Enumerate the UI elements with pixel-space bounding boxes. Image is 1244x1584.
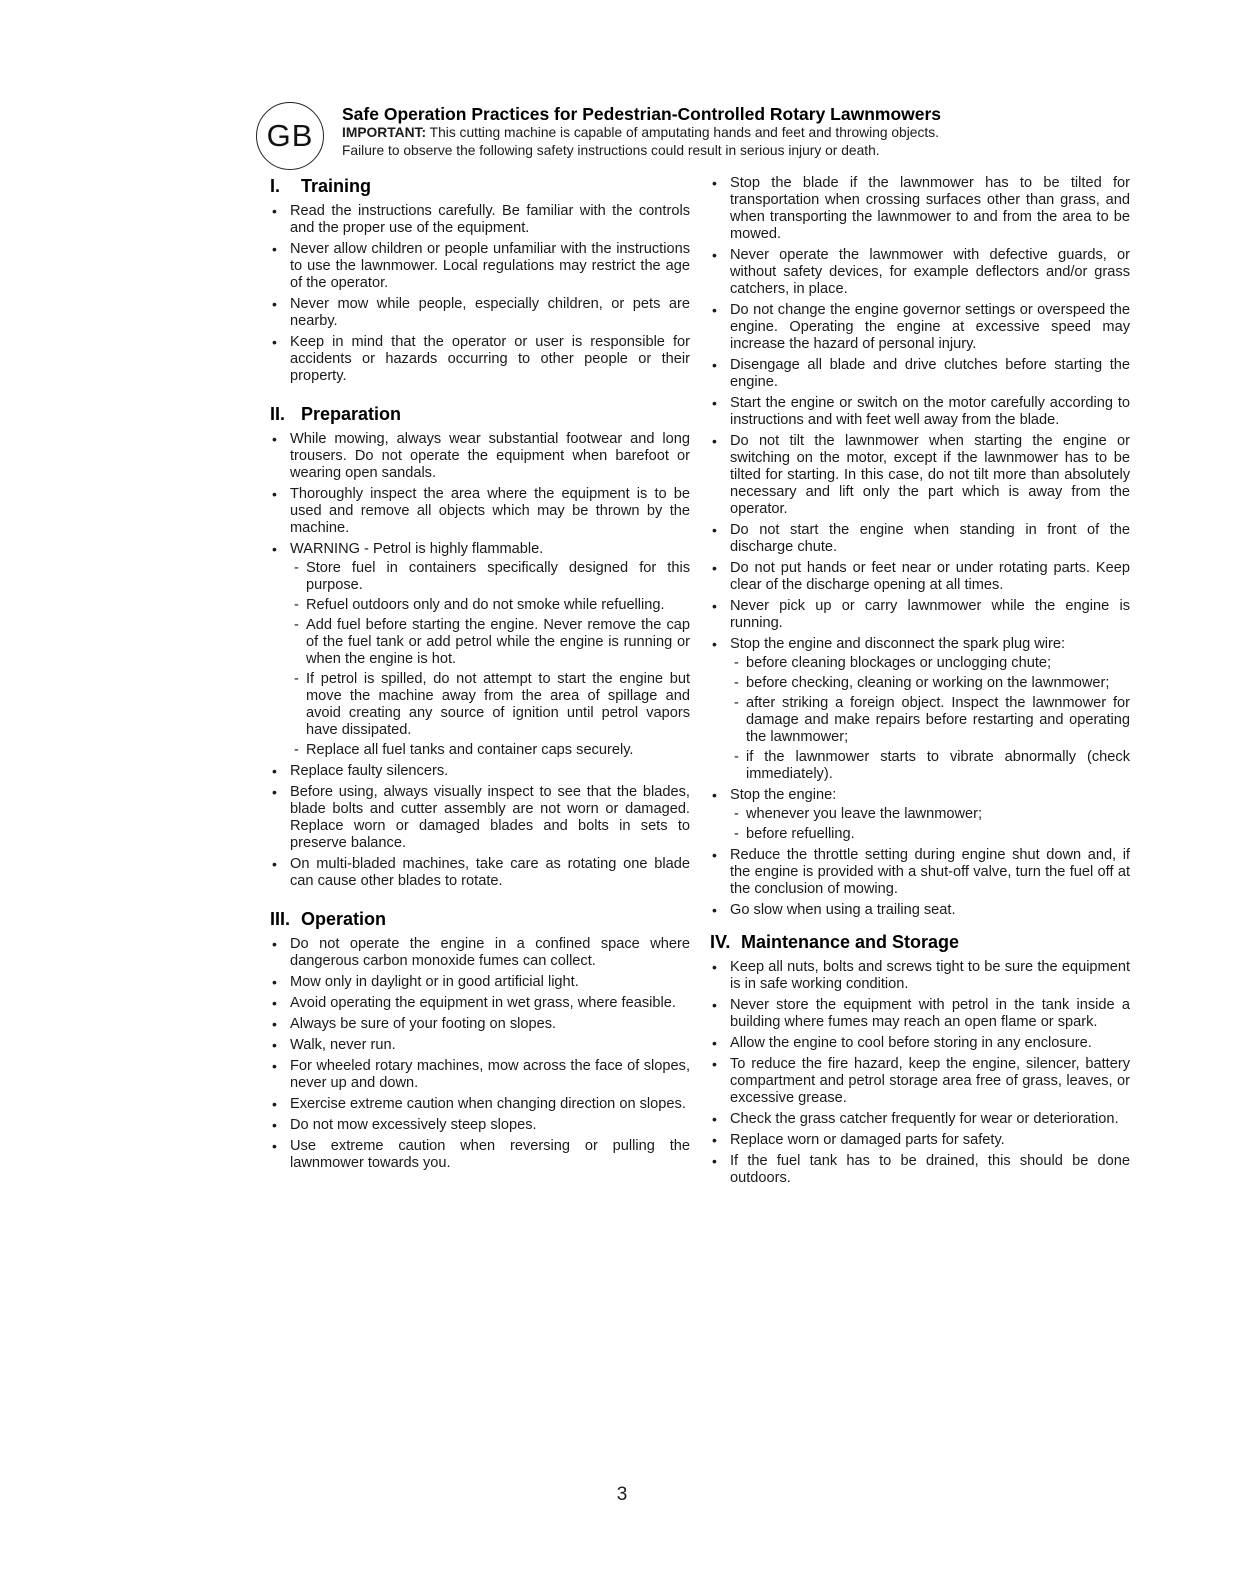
- section-preparation: [270, 403, 690, 890]
- section-number: III.: [270, 909, 291, 929]
- sub-item: - Replace all fuel tanks and container caps securely.: [290, 742, 690, 759]
- section-number: II.: [270, 404, 286, 424]
- list-item: • Never allow children or people unfamiliar with the instructions to use the lawnmower. Local regulations may restrict the age of the operator.: [270, 241, 690, 292]
- list-item: • Exercise extreme caution when changing direction on slopes.: [270, 1096, 690, 1113]
- sub-item: - whenever you leave the lawnmower;: [730, 806, 1130, 823]
- sub-item: - before checking, cleaning or working on the lawnmower;: [730, 675, 1130, 692]
- section-heading: [270, 403, 690, 425]
- section-operation-continued: [710, 175, 1130, 919]
- spark-plug-line: Stop the engine and disconnect the spark plug wire:: [730, 636, 1066, 652]
- page-number: 3: [616, 1484, 628, 1505]
- list-item: • Go slow when using a trailing seat.: [710, 902, 1130, 919]
- list-item: • Avoid operating the equipment in wet grass, where feasible.: [270, 995, 690, 1012]
- list-item: • Start the engine or switch on the motor carefully according to instructions and with feet well away from the blade.: [710, 395, 1130, 429]
- list-item: [270, 541, 690, 759]
- section-operation: [270, 908, 690, 1172]
- list-item: • Never operate the lawnmower with defective guards, or without safety devices, for example deflectors and/or grass catchers, in place.: [710, 247, 1130, 298]
- section-title: Preparation: [301, 404, 402, 424]
- list-item: • Replace worn or damaged parts for safety.: [710, 1132, 1130, 1149]
- list-item: • Check the grass catcher frequently for wear or deterioration.: [710, 1111, 1130, 1128]
- list-item: • Replace faulty silencers.: [270, 763, 690, 780]
- header-text: [342, 104, 1162, 160]
- document-title: Safe Operation Practices for Pedestrian-Controlled Rotary Lawnmowers: [342, 104, 942, 124]
- list-item: • Never mow while people, especially children, or pets are nearby.: [270, 296, 690, 330]
- section-heading: [270, 175, 690, 197]
- list-item: • Never store the equipment with petrol in the tank inside a building where fumes may reach an open flame or spark.: [710, 997, 1130, 1031]
- list-item: • Thoroughly inspect the area where the equipment is to be used and remove all objects which may be thrown by the machine.: [270, 486, 690, 537]
- list-item: • If the fuel tank has to be drained, this should be done outdoors.: [710, 1153, 1130, 1187]
- sub-item: - after striking a foreign object. Inspect the lawnmower for damage and make repairs before restarting and operating the lawnmower;: [730, 695, 1130, 746]
- section-title: Training: [301, 176, 372, 196]
- list-item: • Keep all nuts, bolts and screws tight to be sure the equipment is in safe working condition.: [710, 959, 1130, 993]
- warning-notice: Failure to observe the following safety instructions could result in serious injury or death.: [342, 143, 880, 158]
- list-item: • Always be sure of your footing on slopes.: [270, 1016, 690, 1033]
- list-item: • Use extreme caution when reversing or pulling the lawnmower towards you.: [270, 1138, 690, 1172]
- list-item: • Do not mow excessively steep slopes.: [270, 1117, 690, 1134]
- list-item: • To reduce the fire hazard, keep the engine, silencer, battery compartment and petrol storage area free of grass, leaves, or excessive grease.: [710, 1056, 1130, 1107]
- important-text: This cutting machine is capable of amputating hands and feet and throwing objects.: [429, 125, 939, 140]
- list-item: • On multi-bladed machines, take care as rotating one blade can cause other blades to rotate.: [270, 856, 690, 890]
- list-item: • Do not put hands or feet near or under rotating parts. Keep clear of the discharge opening at all times.: [710, 560, 1130, 594]
- list-item: • Walk, never run.: [270, 1037, 690, 1054]
- gb-country-badge: GB: [256, 102, 324, 170]
- list-item: • Do not start the engine when standing in front of the discharge chute.: [710, 522, 1130, 556]
- list-item: • Allow the engine to cool before storing in any enclosure.: [710, 1035, 1130, 1052]
- section-title: Operation: [301, 909, 387, 929]
- left-column: [270, 175, 690, 1176]
- sub-item: - Add fuel before starting the engine. Never remove the cap of the fuel tank or add petrol while the engine is running or when the engine is hot.: [290, 617, 690, 668]
- list-item: • Disengage all blade and drive clutches before starting the engine.: [710, 357, 1130, 391]
- section-number: I.: [270, 176, 281, 196]
- list-item: [710, 636, 1130, 783]
- list-item: • For wheeled rotary machines, mow across the face of slopes, never up and down.: [270, 1058, 690, 1092]
- list-item: • Do not tilt the lawnmower when starting the engine or switching on the motor, except if the lawnmower has to be tilted for starting. In this case, do not tilt more than absolutely necessary and lift only the part which is away from the operator.: [710, 433, 1130, 518]
- important-label: IMPORTANT:: [342, 125, 427, 140]
- list-item: • Before using, always visually inspect to see that the blades, blade bolts and cutter assembly are not worn or damaged. Replace worn or damaged blades and bolts in sets to preserve balance.: [270, 784, 690, 852]
- sub-item: - If petrol is spilled, do not attempt to start the engine but move the machine away from the area of spillage and avoid creating any source of ignition until petrol vapors have dissipated.: [290, 671, 690, 739]
- list-item: • Mow only in daylight or in good artificial light.: [270, 974, 690, 991]
- important-notice: [342, 124, 1162, 142]
- list-item: • Read the instructions carefully. Be familiar with the controls and the proper use of the equipment.: [270, 203, 690, 237]
- list-item: • Stop the blade if the lawnmower has to be tilted for transportation when crossing surfaces other than grass, and when transporting the lawnmower to and from the area to be mowed.: [710, 175, 1130, 243]
- list-item: [710, 787, 1130, 843]
- section-heading: [710, 931, 1130, 953]
- list-item: • While mowing, always wear substantial footwear and long trousers. Do not operate the equipment when barefoot or wearing open sandals.: [270, 431, 690, 482]
- sub-item: - before refuelling.: [730, 826, 1130, 843]
- list-item: • Do not operate the engine in a confined space where dangerous carbon monoxide fumes can collect.: [270, 936, 690, 970]
- right-column: [710, 175, 1130, 1191]
- sub-item: - Store fuel in containers specifically designed for this purpose.: [290, 560, 690, 594]
- sub-item: - before cleaning blockages or unclogging chute;: [730, 655, 1130, 672]
- stop-engine-line: Stop the engine:: [730, 787, 837, 803]
- list-item: • Reduce the throttle setting during engine shut down and, if the engine is provided with a shut-off valve, turn the fuel off at the conclusion of mowing.: [710, 847, 1130, 898]
- sub-item: - Refuel outdoors only and do not smoke while refuelling.: [290, 597, 690, 614]
- section-title: Maintenance and Storage: [741, 932, 960, 952]
- section-training: [270, 175, 690, 385]
- list-item: • Keep in mind that the operator or user is responsible for accidents or hazards occurring to other people or their property.: [270, 334, 690, 385]
- section-maintenance: [710, 931, 1130, 1187]
- list-item: • Do not change the engine governor settings or overspeed the engine. Operating the engine at excessive speed may increase the hazard of personal injury.: [710, 302, 1130, 353]
- sub-item: - if the lawnmower starts to vibrate abnormally (check immediately).: [730, 749, 1130, 783]
- list-item: • Never pick up or carry lawnmower while the engine is running.: [710, 598, 1130, 632]
- section-heading: [270, 908, 690, 930]
- warning-line: WARNING - Petrol is highly flammable.: [290, 541, 544, 557]
- section-number: IV.: [710, 932, 731, 952]
